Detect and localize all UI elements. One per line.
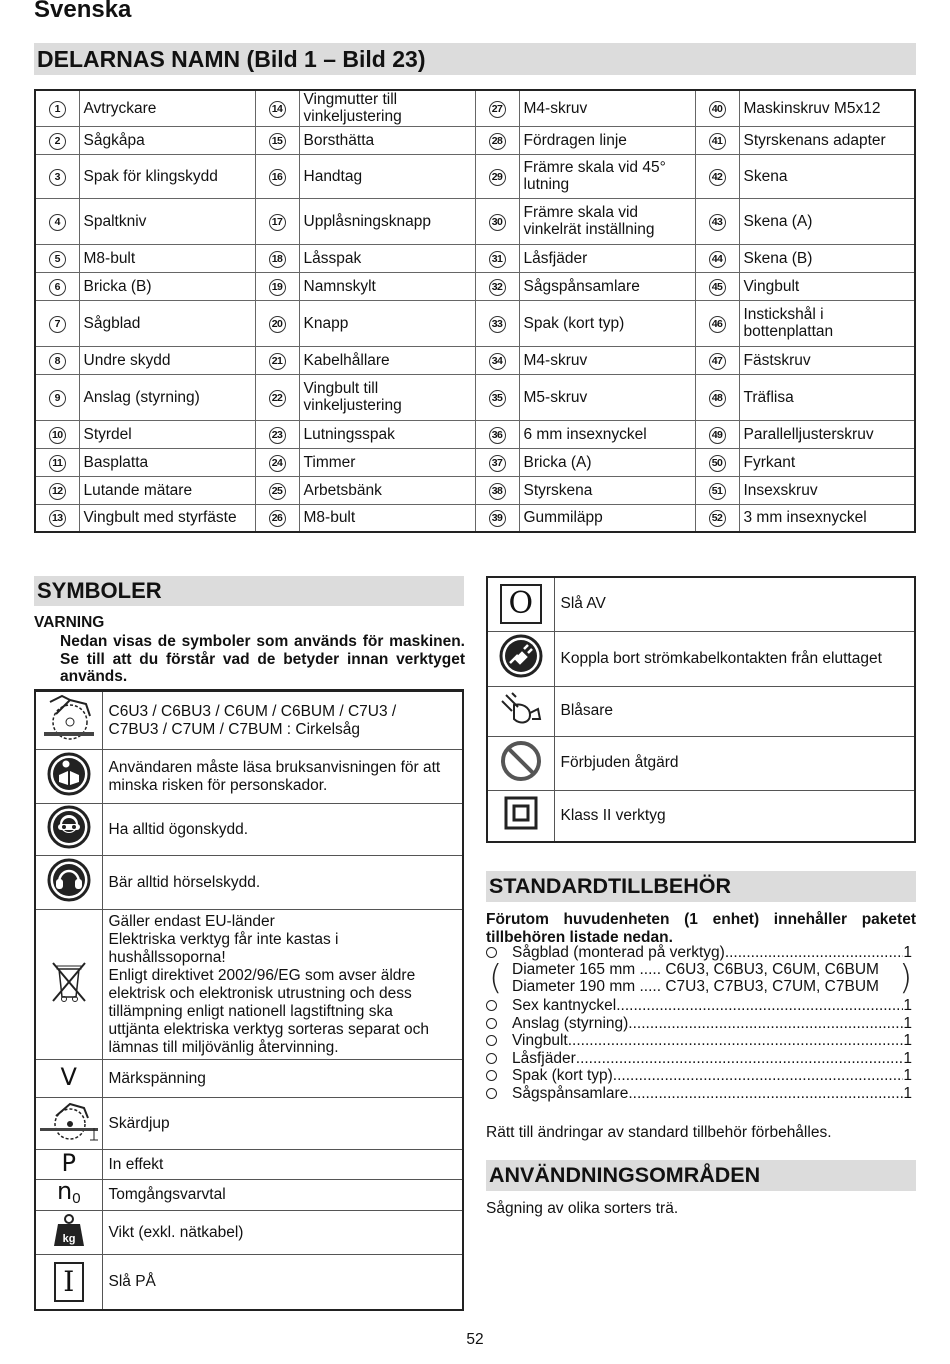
- symbol-text: Förbjuden åtgärd: [560, 754, 679, 771]
- part-number: 27: [489, 101, 506, 118]
- bullet-circle-icon: [486, 1067, 512, 1086]
- part-name: 3 mm insexnyckel: [739, 504, 915, 532]
- part-name: M4-skruv: [519, 90, 695, 126]
- part-number-cell: [255, 420, 299, 448]
- part-number: 24: [269, 455, 286, 472]
- symbol-text: Skärdjup: [108, 1114, 170, 1132]
- part-name: Knapp: [299, 300, 475, 346]
- part-number: 28: [489, 133, 506, 150]
- part-number-cell: [695, 346, 739, 374]
- part-name: Fästskruv: [739, 346, 915, 374]
- part-number: 49: [709, 427, 726, 444]
- weee-bin-icon: [35, 910, 102, 1060]
- part-number: 45: [709, 279, 726, 296]
- bullet-circle-icon: [486, 1085, 512, 1104]
- part-number: 29: [489, 169, 506, 186]
- part-number-cell: [255, 374, 299, 420]
- parts-row: [35, 244, 915, 272]
- part-number: 2: [49, 133, 66, 150]
- part-number-cell: [695, 448, 739, 476]
- part-number-cell: [255, 346, 299, 374]
- symbol-text: Ha alltid ögonskydd.: [108, 820, 249, 838]
- circular-saw-icon: [35, 691, 102, 750]
- part-name: Vingbult till vinkeljustering: [299, 374, 475, 420]
- leader-dots: [616, 997, 903, 1016]
- parts-row: [35, 346, 915, 374]
- symbol-row: [35, 750, 463, 804]
- part-number: 18: [269, 251, 286, 268]
- leader-dots: [628, 1085, 903, 1104]
- part-name: Upplåsningsknapp: [299, 198, 475, 244]
- symbol-text: Märkspänning: [108, 1069, 206, 1087]
- symbol-row: [35, 1180, 463, 1211]
- accessory-item: [486, 944, 912, 963]
- symbol-text: Slå PÅ: [108, 1272, 156, 1290]
- part-number: 31: [489, 251, 506, 268]
- part-number: 38: [489, 483, 506, 500]
- class-ii-icon: [487, 790, 554, 842]
- part-number-cell: [695, 300, 739, 346]
- part-number-cell: [475, 300, 519, 346]
- part-number-cell: [475, 374, 519, 420]
- accessory-item: [486, 1085, 912, 1104]
- part-number-cell: [695, 126, 739, 154]
- part-number-cell: [35, 90, 79, 126]
- part-name: Styrskenans adapter: [739, 126, 915, 154]
- part-number: 7: [49, 316, 66, 333]
- accessory-qty: 1: [903, 997, 912, 1014]
- part-number: 33: [489, 316, 506, 333]
- part-number-cell: [695, 504, 739, 532]
- part-number-cell: [35, 300, 79, 346]
- part-number: 19: [269, 279, 286, 296]
- weight-icon: [35, 1211, 102, 1255]
- part-name: Spak (kort typ): [519, 300, 695, 346]
- part-name: Parallelljusterskruv: [739, 420, 915, 448]
- symbol-row: [35, 856, 463, 910]
- symbol-text: Klass II verktyg: [560, 806, 666, 824]
- part-number-cell: [475, 198, 519, 244]
- part-name: Sågblad: [79, 300, 255, 346]
- accessory-qty: 1: [903, 1032, 912, 1050]
- parts-table: [34, 89, 916, 533]
- part-number-cell: [475, 244, 519, 272]
- symbol-row: [35, 910, 463, 1060]
- part-number-cell: [255, 244, 299, 272]
- parts-row: [35, 420, 915, 448]
- part-name: Spaltkniv: [79, 198, 255, 244]
- part-name: Vingbult: [739, 272, 915, 300]
- part-number: 3: [49, 169, 66, 186]
- part-number: 30: [489, 214, 506, 231]
- part-number: 5: [49, 251, 66, 268]
- accessory-qty: 1: [903, 944, 912, 961]
- accessory-qty: 1: [903, 1049, 912, 1067]
- part-number: 11: [49, 455, 66, 472]
- symbol-row: [35, 1211, 463, 1255]
- weight-glyph: kg: [62, 1233, 76, 1245]
- eye-protection-icon: [35, 804, 102, 856]
- diameter-line: Diameter 165 mm ..... C6U3, C6BU3, C6UM, C6BUM: [512, 961, 879, 978]
- symbol-row: [487, 631, 915, 686]
- part-number: 8: [49, 353, 66, 370]
- parts-row: [35, 448, 915, 476]
- part-number: 17: [269, 214, 286, 231]
- part-name: Insexskruv: [739, 476, 915, 504]
- part-number-cell: [475, 90, 519, 126]
- part-number-cell: [475, 126, 519, 154]
- switch-on-glyph: I: [54, 1262, 84, 1302]
- part-number-cell: [695, 198, 739, 244]
- leader-dots: [628, 1015, 903, 1034]
- usage-text: Sågning av olika sorters trä.: [486, 1200, 679, 1217]
- part-name: Spak för klingskydd: [79, 154, 255, 198]
- part-number-cell: [255, 448, 299, 476]
- part-number-cell: [255, 154, 299, 198]
- part-number-cell: [255, 272, 299, 300]
- warning-text: Nedan visas de symboler som används för maskinen. Se till att du förstår vad de betyder innan verktyget används.: [60, 633, 465, 685]
- blower-icon: [487, 686, 554, 736]
- part-number: 15: [269, 133, 286, 150]
- symbol-row: [35, 1255, 463, 1310]
- part-number: 20: [269, 316, 286, 333]
- cutting-depth-icon: [35, 1098, 102, 1150]
- part-number: 34: [489, 353, 506, 370]
- part-name: Arbetsbänk: [299, 476, 475, 504]
- accessory-name: Låsfjäder: [512, 1049, 576, 1067]
- part-number: 23: [269, 427, 286, 444]
- part-name: Skena (A): [739, 198, 915, 244]
- part-number-cell: [475, 420, 519, 448]
- part-name: M8-bult: [299, 504, 475, 532]
- part-number-cell: [475, 154, 519, 198]
- part-number: 51: [709, 483, 726, 500]
- part-name: Styrskena: [519, 476, 695, 504]
- part-name: Gummiläpp: [519, 504, 695, 532]
- accessory-item: [486, 1032, 912, 1051]
- accessory-item: [486, 1067, 912, 1086]
- part-name: Vingmutter till vinkeljustering: [299, 90, 475, 126]
- part-number: 21: [269, 353, 286, 370]
- part-number-cell: [475, 448, 519, 476]
- part-number-cell: [695, 420, 739, 448]
- part-name: M5-skruv: [519, 374, 695, 420]
- accessory-name: Sågblad (monterad på verktyg): [512, 944, 725, 961]
- part-name: 6 mm insexnyckel: [519, 420, 695, 448]
- part-number-cell: [35, 476, 79, 504]
- part-number-cell: [255, 198, 299, 244]
- warning-title: VARNING: [34, 614, 105, 631]
- leader-dots: [568, 1032, 904, 1051]
- symbol-row: [35, 804, 463, 856]
- part-number: 32: [489, 279, 506, 296]
- speed-glyph: n: [56, 1176, 73, 1205]
- symbol-text: Vikt (exkl. nätkabel): [108, 1223, 244, 1241]
- standard-accessories-title: STANDARDTILLBEHÖR: [486, 871, 916, 902]
- part-number: 26: [269, 510, 286, 527]
- accessory-item: [486, 1050, 912, 1069]
- part-name: Skena (B): [739, 244, 915, 272]
- part-name: Främre skala vid 45° lutning: [519, 154, 695, 198]
- parts-row: [35, 272, 915, 300]
- accessory-name: Sex kantnyckel: [512, 997, 617, 1014]
- accessory-qty: 1: [903, 1067, 912, 1085]
- part-number: 6: [49, 279, 66, 296]
- part-name: Handtag: [299, 154, 475, 198]
- switch-on-icon: [35, 1255, 102, 1310]
- symbol-row: [487, 577, 915, 631]
- part-name: Lutande mätare: [79, 476, 255, 504]
- symbol-text: Användaren måste läsa bruksanvisningen för att minska risken för personskador.: [108, 758, 441, 794]
- part-name: Kabelhållare: [299, 346, 475, 374]
- no-load-speed-icon: [35, 1176, 102, 1211]
- part-number-cell: [35, 154, 79, 198]
- leader-dots: [613, 1067, 904, 1086]
- part-name: Namnskylt: [299, 272, 475, 300]
- language-heading: Svenska: [34, 0, 132, 23]
- part-name: Instickshål i bottenplattan: [739, 300, 915, 346]
- part-number-cell: [475, 272, 519, 300]
- part-name: M4-skruv: [519, 346, 695, 374]
- part-name: Låsspak: [299, 244, 475, 272]
- part-name: Träflisa: [739, 374, 915, 420]
- part-number-cell: [695, 90, 739, 126]
- part-number-cell: [35, 448, 79, 476]
- part-name: Timmer: [299, 448, 475, 476]
- parts-row: [35, 374, 915, 420]
- part-number-cell: [475, 346, 519, 374]
- part-name: Undre skydd: [79, 346, 255, 374]
- part-number-cell: [255, 504, 299, 532]
- part-number: 46: [709, 316, 726, 333]
- part-number: 39: [489, 510, 506, 527]
- part-number-cell: [35, 244, 79, 272]
- symbol-row: [35, 691, 463, 750]
- switch-off-icon: [487, 577, 554, 631]
- parts-row: [35, 476, 915, 504]
- read-manual-icon: [35, 750, 102, 804]
- accessory-name: Sågspånsamlare: [512, 1085, 629, 1102]
- symbol-row: [487, 790, 915, 842]
- accessory-name: Spak (kort typ): [512, 1067, 613, 1085]
- part-number: 1: [49, 101, 66, 118]
- symbols-table-right: [486, 576, 916, 843]
- part-name: Skena: [739, 154, 915, 198]
- parts-row: [35, 90, 915, 126]
- part-number-cell: [35, 420, 79, 448]
- part-number: 47: [709, 353, 726, 370]
- part-number-cell: [475, 476, 519, 504]
- part-number-cell: [35, 374, 79, 420]
- symbol-text: Slå AV: [560, 595, 606, 613]
- prohibited-icon: [487, 736, 554, 790]
- part-number-cell: [255, 300, 299, 346]
- part-name: Vingbult med styrfäste: [79, 504, 255, 532]
- diameter-line: Diameter 190 mm ..... C7U3, C7BU3, C7UM, C7BUM: [512, 978, 879, 995]
- part-number: 42: [709, 169, 726, 186]
- part-number-cell: [695, 244, 739, 272]
- bullet-circle-icon: [486, 1032, 512, 1051]
- symbol-row: [35, 1150, 463, 1180]
- bullet-circle-icon: [486, 997, 512, 1016]
- part-number: 13: [49, 510, 66, 527]
- part-name: Fördragen linje: [519, 126, 695, 154]
- part-number: 41: [709, 133, 726, 150]
- accessory-name: Anslag (styrning): [512, 1014, 629, 1032]
- usage-title: ANVÄNDNINGSOMRÅDEN: [486, 1160, 916, 1191]
- part-number-cell: [35, 504, 79, 532]
- part-number: 44: [709, 251, 726, 268]
- part-name: Avtryckare: [79, 90, 255, 126]
- part-number: 16: [269, 169, 286, 186]
- accessory-name: Vingbult: [512, 1032, 568, 1050]
- symbol-row: [487, 686, 915, 736]
- part-name: Basplatta: [79, 448, 255, 476]
- part-number-cell: [35, 272, 79, 300]
- part-number-cell: [255, 476, 299, 504]
- part-name: M8-bult: [79, 244, 255, 272]
- part-number-cell: [695, 272, 739, 300]
- parts-row: [35, 504, 915, 532]
- parts-row: [35, 300, 915, 346]
- part-number-cell: [695, 154, 739, 198]
- open-paren: (: [489, 958, 503, 998]
- part-number: 35: [489, 390, 506, 407]
- part-name: Främre skala vid vinkelrät inställning: [519, 198, 695, 244]
- standard-intro: Förutom huvudenheten (1 enhet) innehåller paketet tillbehören listade nedan.: [486, 911, 916, 946]
- part-number-cell: [255, 126, 299, 154]
- part-name: Borsthätta: [299, 126, 475, 154]
- bullet-circle-icon: [486, 1050, 512, 1069]
- switch-off-glyph: O: [500, 584, 542, 624]
- part-number: 9: [49, 390, 66, 407]
- symbols-table: [34, 690, 464, 1311]
- close-paren: ): [899, 958, 913, 998]
- parts-row: [35, 126, 915, 154]
- part-number: 22: [269, 390, 286, 407]
- part-number: 25: [269, 483, 286, 500]
- symbol-row: [35, 1098, 463, 1150]
- symbol-text: C6U3 / C6BU3 / C6UM / C6BUM / C7U3 / C7BU3 / C7UM / C7BUM : Cirkelsåg: [108, 702, 397, 738]
- speed-glyph-sub: 0: [72, 1190, 81, 1208]
- leader-dots: [576, 1050, 904, 1069]
- voltage-icon: [35, 1060, 102, 1098]
- part-number-cell: [695, 476, 739, 504]
- part-name: Bricka (A): [519, 448, 695, 476]
- parts-row: [35, 198, 915, 244]
- part-number: 52: [709, 510, 726, 527]
- part-number: 40: [709, 101, 726, 118]
- part-number-cell: [35, 126, 79, 154]
- bullet-circle-icon: [486, 1015, 512, 1034]
- part-number: 12: [49, 483, 66, 500]
- leader-dots: [725, 944, 904, 963]
- symbol-text: In effekt: [108, 1155, 164, 1173]
- part-name: Sågspånsamlare: [519, 272, 695, 300]
- part-number-cell: [695, 374, 739, 420]
- symbol-text: Blåsare: [560, 702, 614, 719]
- symbols-section-title: SYMBOLER: [34, 576, 464, 606]
- part-name: Bricka (B): [79, 272, 255, 300]
- accessory-qty: 1: [903, 1014, 912, 1032]
- power-input-icon: [35, 1150, 102, 1180]
- part-number: 14: [269, 101, 286, 118]
- ear-protection-icon: [35, 856, 102, 910]
- part-number: 50: [709, 455, 726, 472]
- power-glyph: P: [61, 1148, 76, 1177]
- part-number: 36: [489, 427, 506, 444]
- part-number-cell: [255, 90, 299, 126]
- part-name: Lutningsspak: [299, 420, 475, 448]
- unplug-icon: [487, 631, 554, 686]
- part-number: 43: [709, 214, 726, 231]
- symbol-row: [35, 1060, 463, 1098]
- accessory-item: [486, 997, 912, 1016]
- parts-section-title: DELARNAS NAMN (Bild 1 – Bild 23): [34, 43, 916, 75]
- part-number: 37: [489, 455, 506, 472]
- part-number-cell: [35, 346, 79, 374]
- part-number-cell: [35, 198, 79, 244]
- page-number: 52: [466, 1331, 484, 1348]
- part-name: Anslag (styrning): [79, 374, 255, 420]
- part-name: Låsfjäder: [519, 244, 695, 272]
- symbol-text: Gäller endast EU-länder Elektriska verktyg får inte kastas i hushållssoporna! Enligt direktivet 2002/96/EG som avser äldre elektrisk och elektronisk utrustning och dess tillämpning enligt nationell lagstiftning ska uttjänta elektriska verktyg sorteras separat och lämnas till miljövänlig återvinning.: [108, 912, 429, 1056]
- part-number: 48: [709, 390, 726, 407]
- voltage-glyph: V: [60, 1062, 77, 1091]
- accessory-qty: 1: [903, 1085, 912, 1102]
- symbol-text: Koppla bort strömkabelkontakten från eluttaget: [560, 649, 882, 667]
- parts-row: [35, 154, 915, 198]
- symbol-row: [487, 736, 915, 790]
- part-name: Maskinskruv M5x12: [739, 90, 915, 126]
- part-number: 4: [49, 214, 66, 231]
- part-name: Sågkåpa: [79, 126, 255, 154]
- standard-note: Rätt till ändringar av standard tillbehör förbehålles.: [486, 1124, 832, 1141]
- part-number-cell: [475, 504, 519, 532]
- part-name: Styrdel: [79, 420, 255, 448]
- symbol-text: Bär alltid hörselskydd.: [108, 873, 261, 891]
- part-name: Fyrkant: [739, 448, 915, 476]
- part-number: 10: [49, 427, 66, 444]
- symbol-text: Tomgångsvarvtal: [108, 1186, 226, 1203]
- accessory-item: [486, 1015, 912, 1034]
